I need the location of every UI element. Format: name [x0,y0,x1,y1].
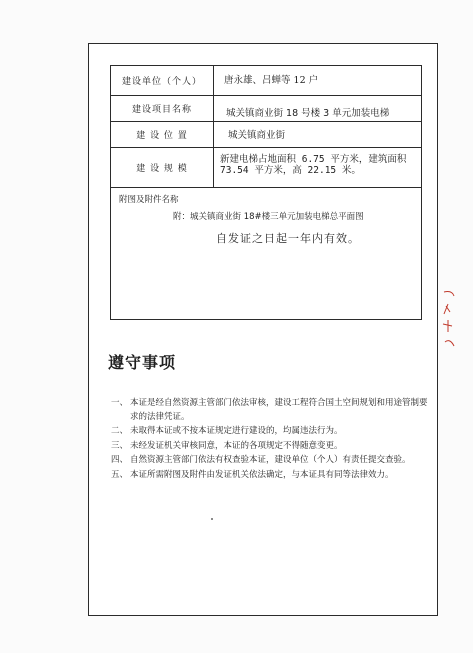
table-row-location [111,122,421,148]
notice-item-number: 四、 [110,455,128,465]
seal-fragment [440,288,462,358]
permit-info-table [110,65,422,320]
notice-title: 遵守事项 [108,353,177,372]
notice-item-text: 本证所需附图及附件由发证机关依法确定，与本证具有同等法律效力。 [130,469,394,480]
notice-item-number: 二、 [110,426,128,436]
notice-item-text: 本证是经自然资源主管部门依法审核，建设工程符合国土空间规划和用途管制要求的法律凭证。 [130,398,428,422]
location-value: 城关镇商业街 [228,130,286,141]
builder-value: 唐永雄、吕蝉等 12 户 [224,75,319,86]
notice-item [104,397,434,424]
scale-label: 建 设 规 模 [111,148,214,187]
notice-item-number: 五、 [110,469,128,480]
notice-item-text: 未取得本证或不按本证规定进行建设的，均属违法行为。 [130,426,343,436]
table-row-project-name [111,96,421,122]
builder-label: 建设单位（个人） [111,66,214,95]
notice-item [104,454,434,468]
notice-item-text: 未经发证机关审核同意，本证的各项规定不得随意变更。 [130,440,343,451]
attachment-item: 附：城关镇商业街 18#楼三单元加装电梯总平面图 [173,212,364,222]
notice-item [104,440,434,454]
table-row-builder [111,66,421,96]
table-row-attachments [111,188,421,319]
project-name-label: 建设项目名称 [111,96,214,121]
page-dot-mark [211,518,213,520]
scale-value: 新建电梯占地面积 6.75 平方米，建筑面积 73.54 平方米，高 22.15 米。 [220,154,407,176]
notice-item [104,425,434,439]
location-label: 建 设 位 置 [111,122,214,147]
project-name-value: 城关镇商业街 18 号楼 3 单元加装电梯 [226,108,390,119]
attachments-label: 附图及附件名称 [119,195,179,205]
validity-note: 自发证之日起一年内有效。 [216,232,360,245]
notice-item [104,469,434,483]
notice-item-number: 一、 [110,398,128,408]
notice-list [104,397,434,483]
notice-item-text: 自然资源主管部门依法有权查验本证，建设单位（个人）有责任提交查验。 [130,455,411,465]
notice-item-number: 三、 [110,440,128,451]
table-row-scale [111,148,421,188]
